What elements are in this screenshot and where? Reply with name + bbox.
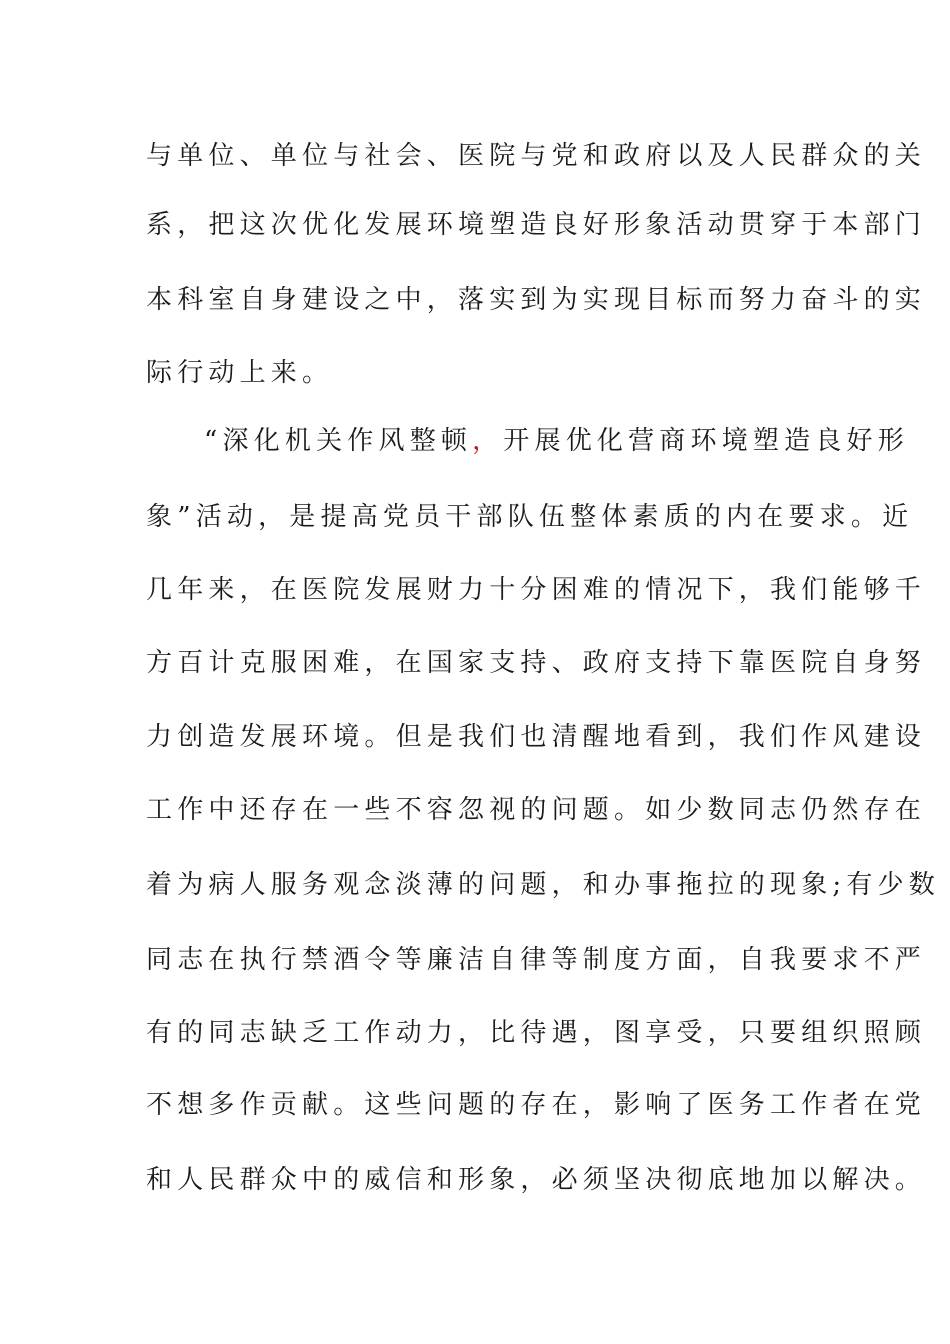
paragraph-2-line-3: 几年来，在医院发展财力十分困难的情况下，我们能够千 — [146, 575, 927, 605]
paragraph-2-line-1 — [204, 421, 909, 461]
paragraph-1-line-1: 与单位、单位与社会、医院与党和政府以及人民群众的关 — [146, 141, 927, 171]
paragraph-2-line-9: 有的同志缺乏工作动力，比待遇，图享受，只要组织照顾 — [146, 1018, 927, 1048]
paragraph-2-line-5: 力创造发展环境。但是我们也清醒地看到，我们作风建设 — [146, 722, 927, 752]
paragraph-2-line-1-part-a: “深化机关作风整顿 — [204, 426, 473, 456]
paragraph-1-line-2: 系，把这次优化发展环境塑造良好形象活动贯穿于本部门 — [146, 210, 927, 240]
highlighted-comma: ， — [472, 426, 504, 456]
paragraph-2-line-8: 同志在执行禁酒令等廉洁自律等制度方面，自我要求不严 — [146, 945, 927, 975]
paragraph-2-line-4: 方百计克服困难，在国家支持、政府支持下靠医院自身努 — [146, 648, 927, 678]
paragraph-2-line-7: 着为病人服务观念淡薄的问题，和办事拖拉的现象;有少数 — [146, 870, 940, 900]
paragraph-2-line-11: 和人民群众中的威信和形象，必须坚决彻底地加以解决。 — [146, 1165, 927, 1195]
paragraph-2-line-2: 象”活动，是提高党员干部队伍整体素质的内在要求。近 — [146, 502, 914, 532]
paragraph-2-line-10: 不想多作贡献。这些问题的存在，影响了医务工作者在党 — [146, 1090, 927, 1120]
paragraph-1-line-4: 际行动上来。 — [146, 358, 334, 388]
paragraph-1-line-3: 本科室自身建设之中，落实到为实现目标而努力奋斗的实 — [146, 285, 927, 315]
paragraph-2-line-1-part-b: 开展优化营商环境塑造良好形 — [503, 426, 909, 456]
paragraph-2-line-6: 工作中还存在一些不容忽视的问题。如少数同志仍然存在 — [146, 795, 927, 825]
